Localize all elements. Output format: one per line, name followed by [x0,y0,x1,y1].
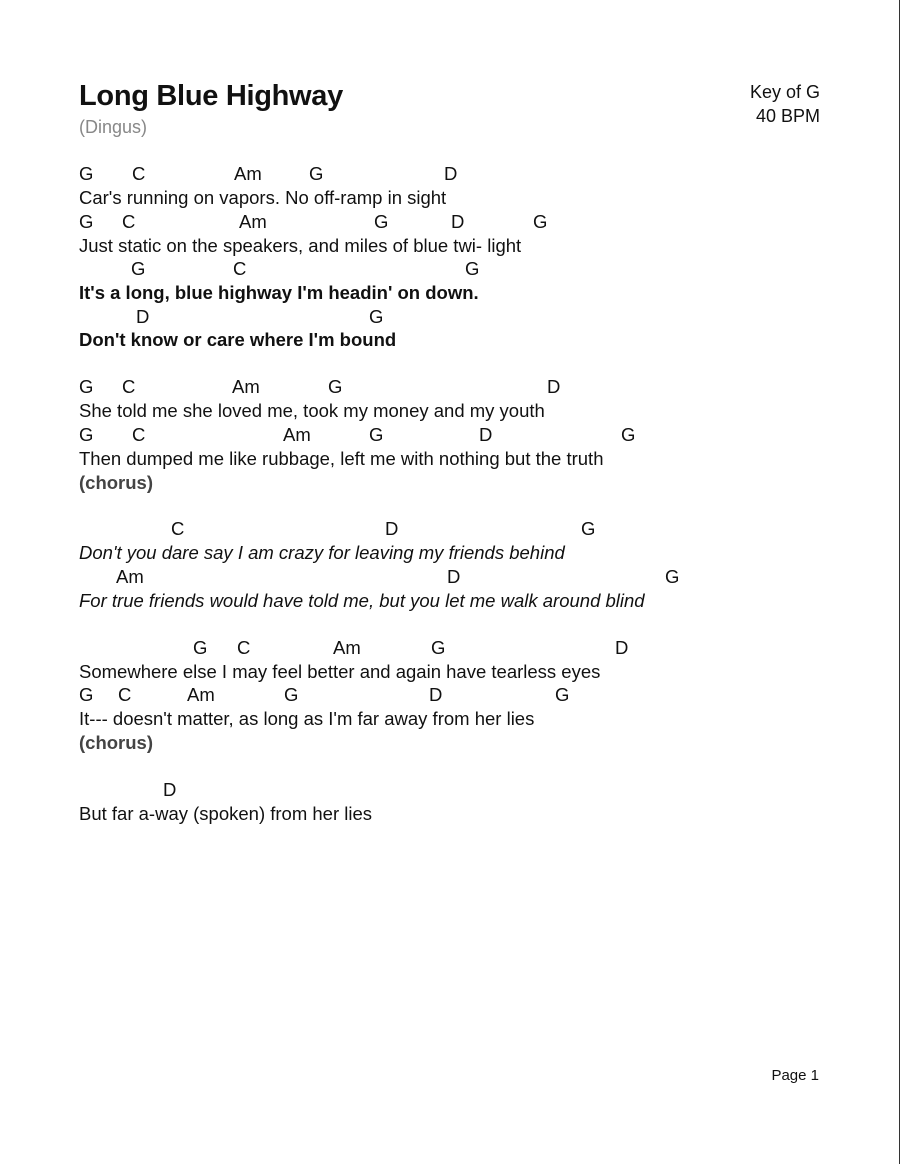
chord: D [136,306,150,327]
chord: G [431,637,446,658]
lyric-line: Then dumped me like rubbage, left me with nothing but the truth [79,448,604,469]
lyric-line: Don't know or care where I'm bound [79,329,397,350]
chord: G [665,566,680,587]
chord: G [79,163,94,184]
chord: Am [232,376,260,397]
chord: D [451,211,465,232]
chord: D [163,779,177,800]
song-artist: (Dingus) [79,117,148,137]
lyric-line: She told me she loved me, took my money and my youth [79,400,545,421]
lyric-line: It--- doesn't matter, as long as I'm far away from her lies [79,708,535,729]
chord: G [79,424,94,445]
lyric-line: But far a-way (spoken) from her lies [79,803,373,824]
chord: G [533,211,548,232]
lyric-line: Just static on the speakers, and miles of blue twi- light [79,235,522,256]
chord: C [233,258,247,279]
chord: G [79,684,94,705]
lyric-line: It's a long, blue highway I'm headin' on down. [79,282,479,303]
chord: C [237,637,251,658]
lyric-line: For true friends would have told me, but you let me walk around blind [79,590,645,611]
chord: Am [187,684,215,705]
chord: D [444,163,458,184]
chord: Am [116,566,144,587]
chord: G [465,258,480,279]
chord: Am [234,163,262,184]
chord: C [122,376,136,397]
chord: Am [283,424,311,445]
song-key: Key of G [749,82,820,102]
chord: G [79,376,94,397]
chord: G [284,684,299,705]
chord: G [581,518,596,539]
chord: G [555,684,570,705]
lyric-line: Don't you dare say I am crazy for leaving my friends behind [79,542,565,563]
chord: G [328,376,343,397]
chord: G [309,163,324,184]
chord: G [79,211,94,232]
chord: D [447,566,461,587]
song-title: Long Blue Highway [79,80,343,112]
chord: G [374,211,389,232]
chord: G [193,637,208,658]
chord: C [118,684,132,705]
chord: C [122,211,136,232]
song-meta [750,80,820,128]
chord: G [369,306,384,327]
chord: D [615,637,629,658]
chord: G [131,258,146,279]
chord: D [547,376,561,397]
chord: G [369,424,384,445]
lyric-line: Car's running on vapors. No off-ramp in sight [79,187,447,208]
chord: D [429,684,443,705]
chord: Am [239,211,267,232]
chorus-marker: (chorus) [79,472,153,493]
chord: D [385,518,399,539]
lyric-line: Somewhere else I may feel better and again have tearless eyes [79,661,601,682]
chorus-marker: (chorus) [79,732,153,753]
chord: Am [333,637,361,658]
chord: C [132,163,146,184]
chord: D [479,424,493,445]
chord: G [621,424,636,445]
song-tempo: 40 BPM [755,106,820,126]
chord: C [132,424,146,445]
page-number: Page 1 [771,1067,819,1084]
chord: C [171,518,185,539]
